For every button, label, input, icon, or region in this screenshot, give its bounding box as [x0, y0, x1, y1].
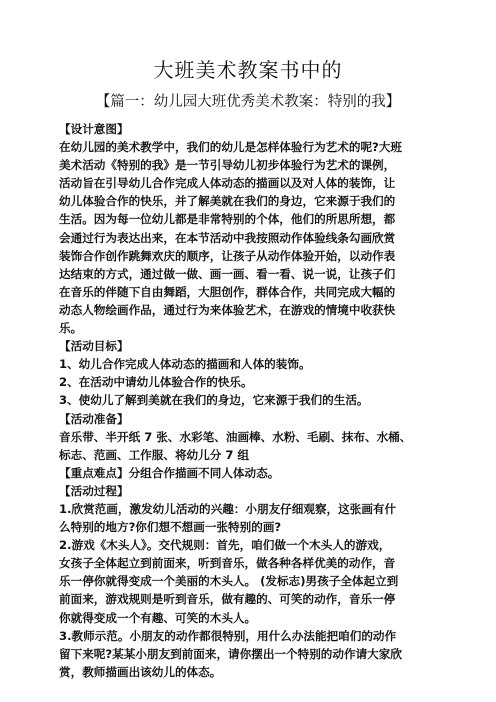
text-line: 活动旨在引导幼儿合作完成人体动态的描画以及对人体的装饰，让: [59, 176, 396, 191]
text-line: 3、使幼儿了解到美就在我们的身边，它来源于我们的生活。: [59, 393, 369, 408]
text-line: 【活动过程】: [59, 483, 129, 498]
text-line: 【活动目标】: [59, 339, 129, 354]
text-line: 你就得变成一个有趣、可笑的木头人。: [59, 610, 257, 625]
text-line: 会通过行为表达出来，在本节活动中我按照动作体验线条勾画欣赏: [59, 230, 396, 245]
page-title: 大班美术教案书中的: [153, 58, 343, 82]
text-line: 1.欣赏范画，激发幼儿活动的兴趣：小朋友仔细观察，这张画有什: [59, 501, 397, 516]
text-line: 2、在活动中请幼儿体验合作的快乐。: [59, 375, 253, 390]
text-line: 赏，教师描画出该幼儿的体态。: [59, 664, 222, 679]
text-line: 标志、范画、工作服、将幼儿分 7 组: [59, 447, 250, 462]
page-subtitle: 【篇一：幼儿园大班优秀美术教案：特别的我】: [95, 94, 401, 110]
text-line: 3.教师示范。小朋友的动作都很特别，用什么办法能把咱们的动作: [59, 628, 397, 643]
text-line: 【重点难点】分组合作描画不同人体动态。: [59, 465, 280, 480]
text-line: 达结束的方式，通过做一做、画一画、看一看、说一说，让孩子们: [59, 266, 396, 281]
text-line: 2.游戏《木头人》。交代规则：首先，咱们做一个木头人的游戏，: [59, 538, 391, 553]
text-line: 么特别的地方?你们想不想画一张特别的画?: [59, 520, 282, 535]
text-line: 乐一停你就得变成一个美丽的木头人。 (发标志)男孩子全体起立到: [59, 574, 399, 589]
text-line: 前面来，游戏规则是听到音乐，做有趣的、可笑的动作，音乐一停: [59, 592, 396, 607]
text-line: 【设计意图】: [59, 122, 129, 136]
text-line: 在幼儿园的美术教学中，我们的幼儿是怎样体验行为艺术的呢?大班: [59, 140, 402, 155]
text-line: 幼儿体验合作的快乐，并了解美就在我们的身边，它来源于我们的: [59, 194, 396, 209]
text-line: 装饰合作创作跳舞欢庆的顺序，让孩子从动作体验开始，以动作表: [59, 248, 396, 263]
text-line: 美术活动《特别的我》是一节引导幼儿初步体验行为艺术的课例，: [59, 158, 396, 173]
text-line: 音乐带、半开纸 7 张、水彩笔、油画棒、水粉、毛刷、抹布、水桶、: [59, 429, 412, 444]
text-line: 在音乐的伴随下自由舞蹈，大胆创作，群体合作，共同完成大幅的: [59, 284, 396, 299]
text-line: 动态人物绘画作品，通过行为来体验艺术，在游戏的情境中收获快: [59, 302, 396, 317]
text-line: 生活。因为每一位幼儿都是非常特别的个体，他们的所思所想，都: [59, 212, 396, 227]
text-line: 女孩子全体起立到前面来，听到音乐，做各种各样优美的动作，音: [59, 556, 396, 571]
text-line: 1、幼儿合作完成人体动态的描画和人体的装饰。: [59, 357, 311, 372]
text-line: 乐。: [59, 321, 83, 336]
text-line: 留下来呢?某某小朋友到前面来，请你摆出一个特别的动作请大家欣: [59, 646, 402, 661]
text-line: 【活动准备】: [59, 411, 129, 426]
document-body: [59, 120, 439, 681]
